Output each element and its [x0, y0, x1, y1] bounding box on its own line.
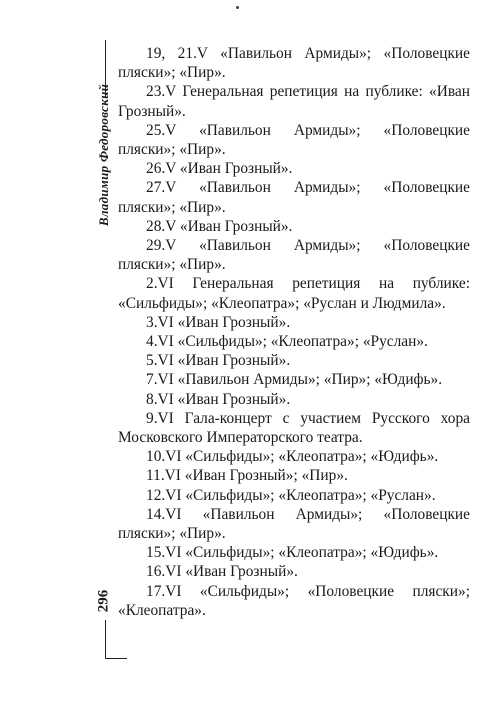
- schedule-entry: 7.VI «Павильон Армиды»; «Пир»; «Юдифь».: [146, 371, 443, 389]
- schedule-entry: 28.V «Иван Грозный».: [146, 217, 293, 235]
- schedule-entry: 15.VI «Сильфиды»; «Клеопатра»; «Юдифь».: [146, 544, 439, 562]
- schedule-entry: 4.VI «Сильфиды»; «Клеопатра»; «Руслан».: [146, 333, 428, 351]
- print-speck: [236, 6, 239, 9]
- running-head: Владимир Федоровский: [96, 83, 111, 227]
- schedule-entry: 12.VI «Сильфиды»; «Клеопатра»; «Руслан».: [146, 486, 436, 504]
- schedule-entry: 2.VI Генеральная репетиция на публике: «Сильфиды»; «Клеопатра»; «Руслан и Людмила».: [118, 275, 470, 312]
- schedule-entry: 26.V «Иван Грозный».: [146, 160, 293, 178]
- schedule-entry: 25.V «Павильон Армиды»; «Половецкие пляски»; «Пир».: [118, 121, 470, 159]
- schedule-entry: 9.VI Гала-концерт с участием Русского хора Московского Императорского театра.: [118, 409, 470, 447]
- schedule-entry: 14.VI «Павильон Армиды»; «Половецкие пляски»; «Пир».: [118, 505, 470, 543]
- schedule-entry: 27.V «Павильон Армиды»; «Половецкие пляски»; «Пир».: [118, 179, 470, 216]
- schedule-entry: 10.VI «Сильфиды»; «Клеопатра»; «Юдифь».: [146, 448, 439, 466]
- schedule-entry: 29.V «Павильон Армиды»; «Половецкие пляски»; «Пир».: [118, 237, 470, 274]
- margin-rule-bottom: [105, 620, 106, 658]
- schedule-entry: 3.VI «Иван Грозный».: [146, 313, 291, 331]
- schedule-entry: 19, 21.V «Павильон Армиды»; «Половецкие пляски»; «Пир».: [118, 45, 470, 82]
- schedule-entry: 8.VI «Иван Грозный».: [146, 390, 291, 408]
- margin-rule-foot: [105, 658, 127, 659]
- schedule-entry: 5.VI «Иван Грозный».: [146, 352, 291, 370]
- schedule-entry: 23.V Генеральная репетиция на публике: «Иван Грозный».: [118, 83, 470, 120]
- schedule-text: [118, 44, 470, 620]
- schedule-entry: 11.VI «Иван Грозный»; «Пир».: [146, 467, 348, 485]
- page-number: 296: [95, 589, 112, 613]
- schedule-entry: 17.VI «Сильфиды»; «Половецкие пляски»; «Клеопатра».: [118, 582, 470, 619]
- schedule-entry: 16.VI «Иван Грозный».: [146, 563, 298, 581]
